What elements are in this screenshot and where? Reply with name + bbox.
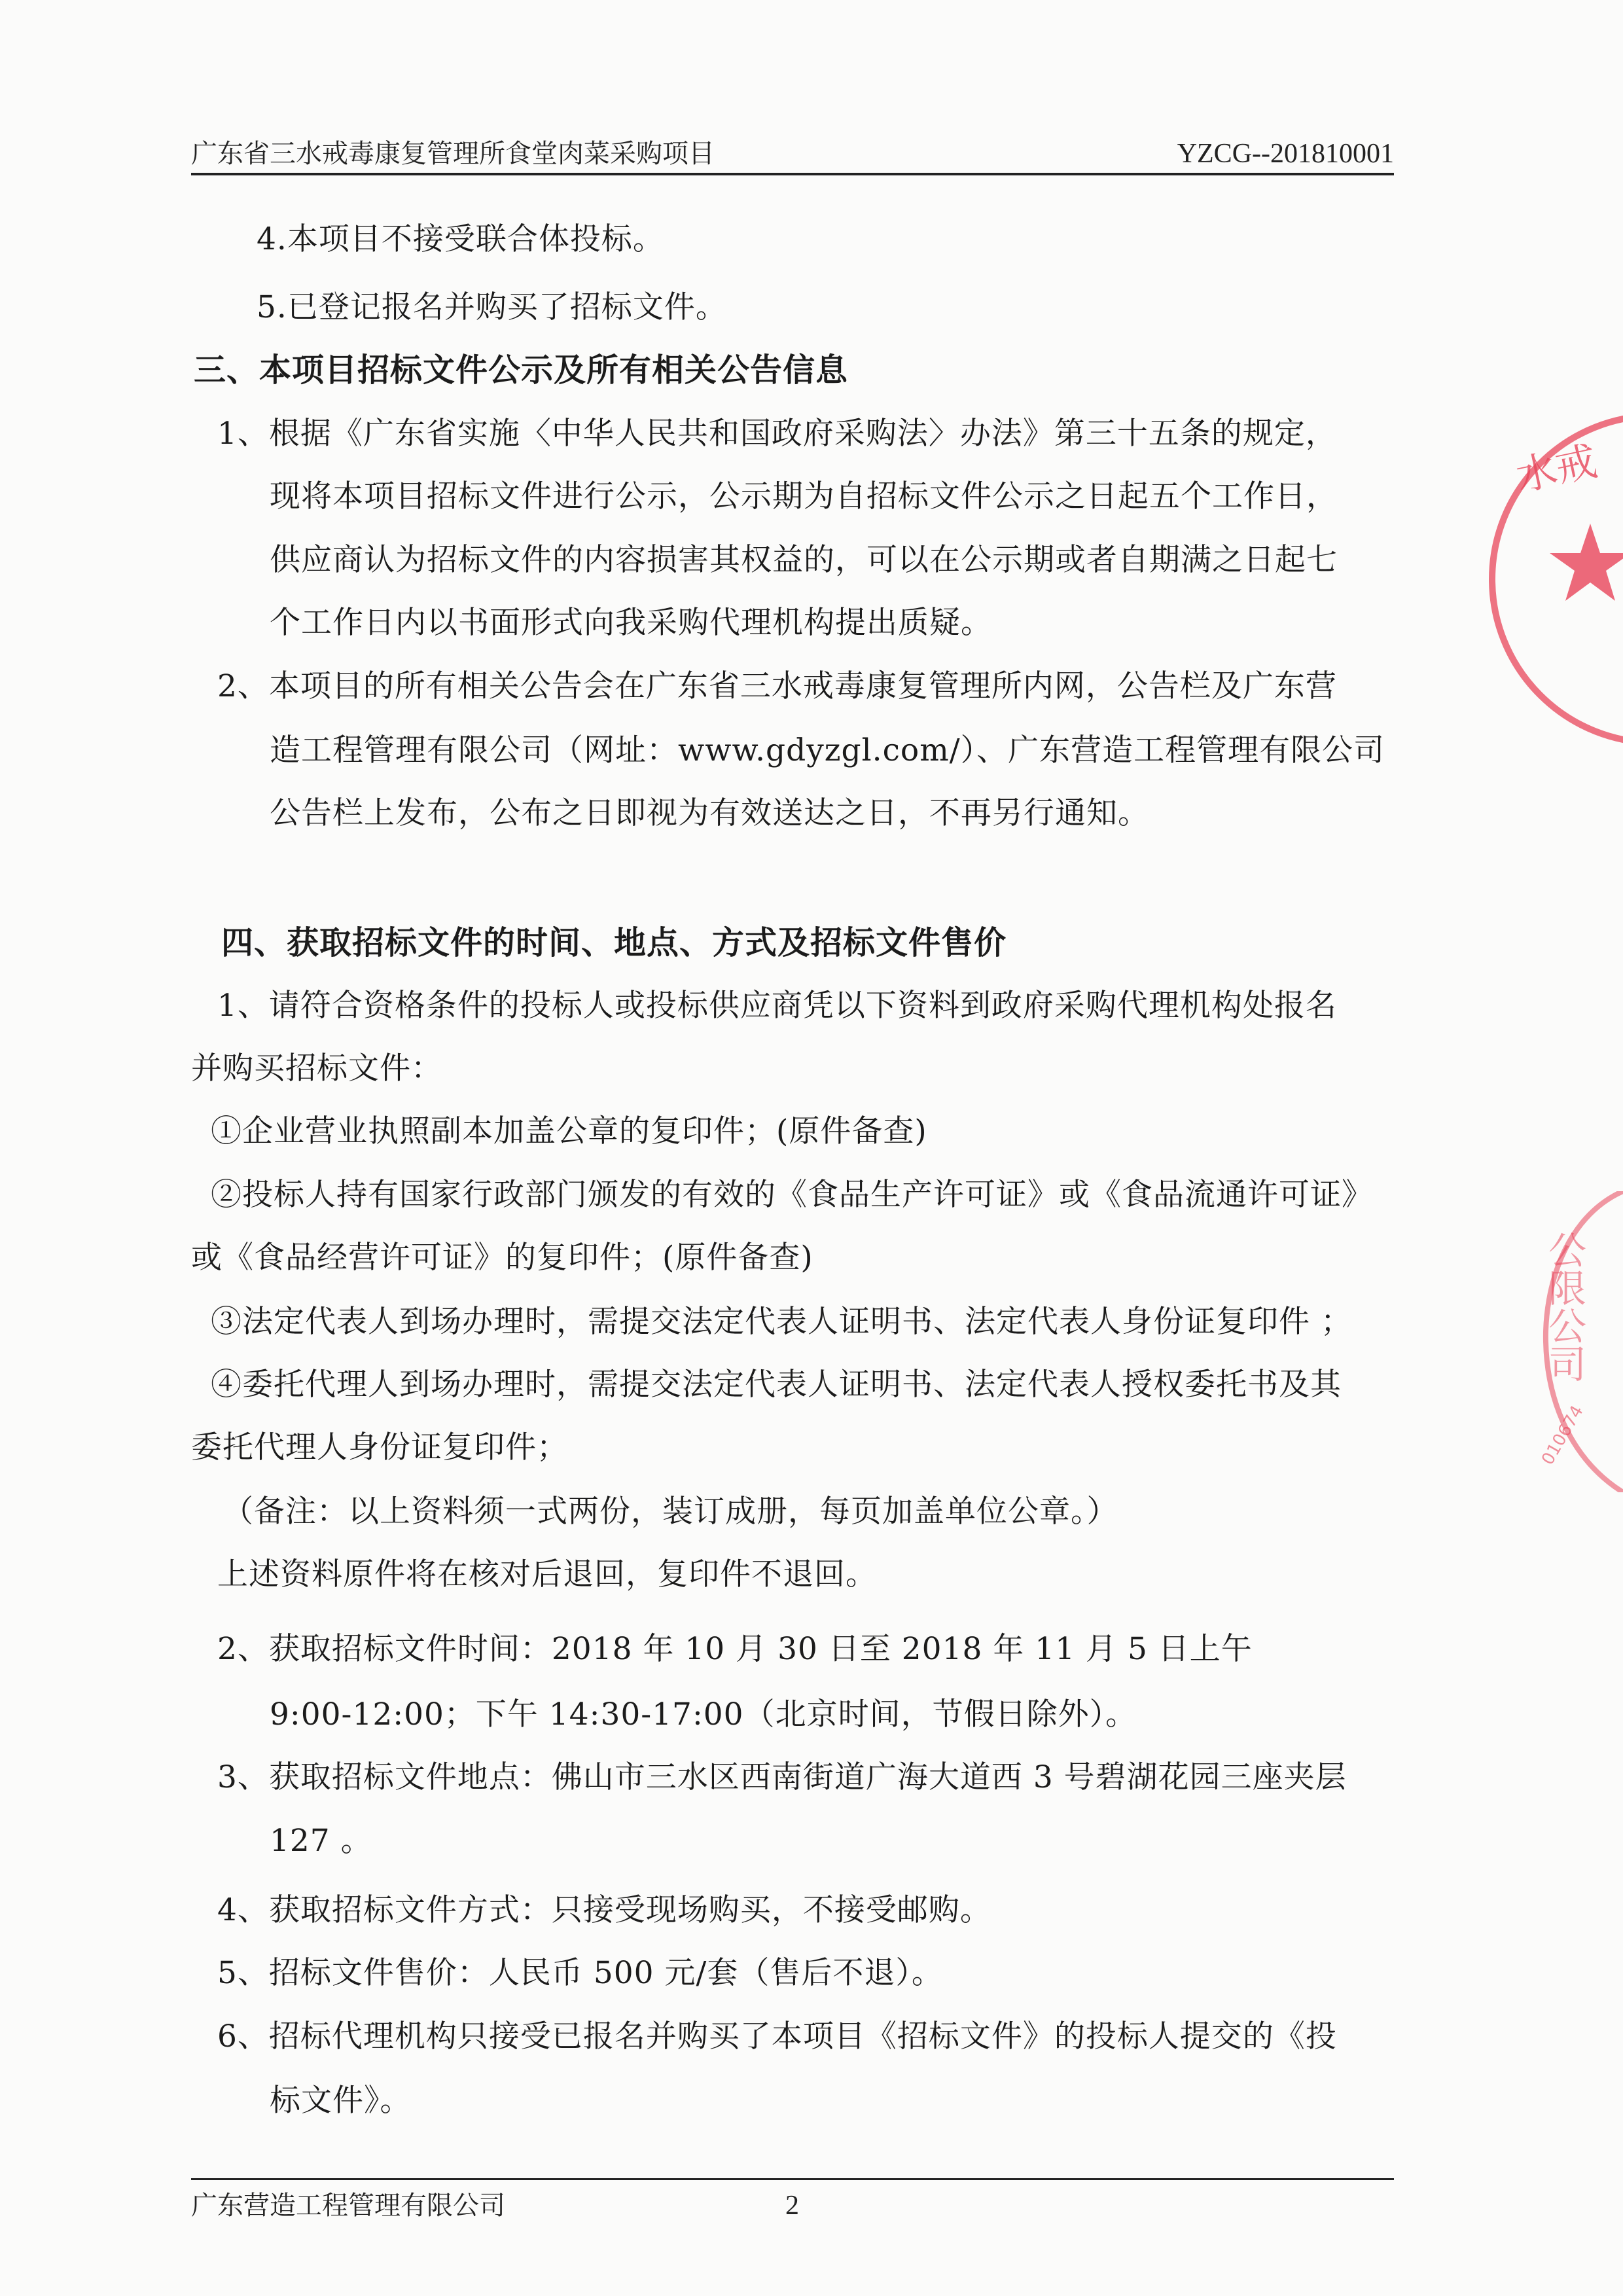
page-number: 2 xyxy=(785,2191,799,2221)
header-code: YZCG--201810001 xyxy=(1177,139,1394,169)
text-line: 9:00-12:00；下午 14:30-17:00（北京时间，节假日除外）。 xyxy=(270,1696,1137,1732)
text-line: ①企业营业执照副本加盖公章的复印件；(原件备查) xyxy=(211,1113,927,1149)
section-heading: 四、获取招标文件的时间、地点、方式及招标文件售价 xyxy=(221,924,1007,961)
text-line: 2、本项目的所有相关公告会在广东省三水戒毒康复管理所内网，公告栏及广东营 xyxy=(217,668,1337,704)
text-line: 4.本项目不接受联合体投标。 xyxy=(257,221,664,257)
text-line: 委托代理人身份证复印件； xyxy=(191,1429,568,1465)
text-line: 上述资料原件将在核对后退回，复印件不退回。 xyxy=(217,1556,877,1592)
official-seal-stamp xyxy=(1479,393,1623,759)
text-line: 2、获取招标文件时间：2018 年 10 月 30 日至 2018 年 11 月 5 日上午 xyxy=(217,1631,1253,1667)
text-line: 个工作日内以书面形式向我采购代理机构提出质疑。 xyxy=(270,605,992,641)
text-line: （备注：以上资料须一式两份，装订成册，每页加盖单位公章。） xyxy=(223,1494,1118,1530)
header-title: 广东省三水戒毒康复管理所食堂肉菜采购项目 xyxy=(191,139,715,169)
section-heading: 三、本项目招标文件公示及所有相关公告信息 xyxy=(194,351,849,389)
seal-top-text: 水戒 xyxy=(1511,437,1601,501)
footer-rule xyxy=(191,2178,1394,2180)
text-line: 5.已登记报名并购买了招标文件。 xyxy=(257,289,727,325)
text-line: 4、获取招标文件方式：只接受现场购买，不接受邮购。 xyxy=(217,1892,991,1928)
text-line: 6、招标代理机构只接受已报名并购买了本项目《招标文件》的投标人提交的《投 xyxy=(217,2018,1337,2054)
text-line: 5、招标文件售价：人民币 500 元/套（售后不退）。 xyxy=(217,1955,943,1991)
text-line: 3、获取招标文件地点：佛山市三水区西南街道广海大道西 3 号碧湖花园三座夹层 xyxy=(217,1759,1347,1795)
text-line: 公告栏上发布，公布之日即视为有效送达之日，不再另行通知。 xyxy=(270,795,1149,831)
text-line: 1、根据《广东省实施〈中华人民共和国政府采购法〉办法》第三十五条的规定， xyxy=(217,416,1337,452)
text-line: 造工程管理有限公司（网址：www.gdyzgl.com/）、广东营造工程管理有限公司 xyxy=(270,732,1385,768)
text-line: 现将本项目招标文件进行公示，公示期为自招标文件公示之日起五个工作日， xyxy=(270,478,1338,514)
text-line: 标文件》。 xyxy=(270,2083,412,2119)
header-rule xyxy=(191,173,1394,175)
text-line: ②投标人持有国家行政部门颁发的有效的《食品生产许可证》或《食品流通许可证》 xyxy=(211,1177,1373,1213)
text-line: 供应商认为招标文件的内容损害其权益的，可以在公示期或者自期满之日起七 xyxy=(270,542,1338,578)
text-line: 1、请符合资格条件的投标人或投标供应商凭以下资料到政府采购代理机构处报名 xyxy=(217,988,1337,1024)
seam-seal-number: 010674 xyxy=(1538,1402,1588,1469)
text-line: 并购买招标文件： xyxy=(191,1050,442,1086)
seam-seal-text: 公限公司 xyxy=(1542,1230,1586,1382)
text-line: 127 。 xyxy=(270,1823,372,1859)
seam-seal-stamp xyxy=(1538,1191,1623,1492)
text-line: ③法定代表人到场办理时，需提交法定代表人证明书、法定代表人身份证复印件 ； xyxy=(211,1304,1352,1340)
text-line: 或《食品经营许可证》的复印件；(原件备查) xyxy=(191,1240,813,1276)
text-line: ④委托代理人到场办理时，需提交法定代表人证明书、法定代表人授权委托书及其 xyxy=(211,1367,1342,1403)
footer-company: 广东营造工程管理有限公司 xyxy=(191,2191,505,2221)
